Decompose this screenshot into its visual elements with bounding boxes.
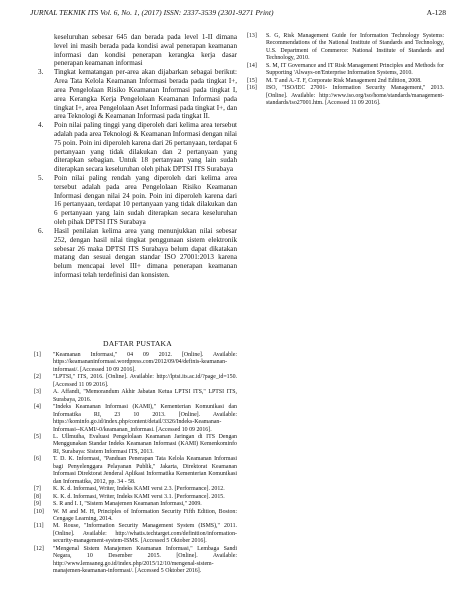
reference-item — [34, 389, 237, 404]
reference-number: [5] — [34, 433, 41, 440]
reference-text: S. R and I. I, "Sistem Manajemen Keamanan Informasi," 2009. — [53, 501, 202, 508]
reference-item — [34, 456, 237, 486]
reference-number: [13] — [247, 33, 257, 39]
list-item-text: Poin nilai paling tinggi yang diperoleh dari kelima area tersebut adalah pada area Teknologi & Keamanan Informasi dengan nilai 75 poin. Poin ini diperoleh karena dari 26 pertanyaan, terdapat 6 pertanyaan yang tidak dilakukan dan 2 pertanyaan yang diterapkan sebagian. Untuk 18 pertanyaan yang lain sudah diterapkan secara keseluruhan oleh pihak DPTSI ITS Surabaya — [54, 121, 237, 174]
page-number: A-128 — [426, 8, 446, 17]
page-header — [30, 8, 446, 17]
left-column — [38, 33, 237, 280]
reference-text: "Mengenal Sistem Manajemen Keamanan Informasi," Lembaga Sandi Negara, 10 Desember 2015. [Online]. Available: http://www.lemsaneg.go.id/index.php/2015/12/10/mengenal-sistem-manajemen-keamanan-informasi/. [Accessed 5 Oktober 2016]. — [53, 545, 237, 575]
reference-item — [247, 85, 444, 107]
reference-text: ISO, "ISO/IEC 27001- Information Security Management," 2013. [Online]. Available: http://www.iso.org/iso/home/standards/management-standards/iso27001.htm. [Accessed 11 09 2016]. — [266, 85, 444, 107]
reference-number: [1] — [34, 352, 41, 358]
list-item — [38, 68, 237, 121]
reference-number: [9] — [34, 501, 41, 508]
reference-text: S. G, Risk Management Guide for Information Technology Systems: Recommendations of the National Institute of Standards and Technology, U.S. Department of Commerce: National Institute of Standards and Technology, 2010. — [266, 33, 444, 62]
reference-item — [34, 509, 237, 524]
journal-title: JURNAL TEKNIK ITS Vol. 6, No. 1, (2017) ISSN: 2337-3539 (2301-9271 Print) — [30, 8, 274, 17]
list-item — [38, 227, 237, 280]
reference-item — [34, 434, 237, 456]
reference-list-right — [247, 33, 444, 108]
list-item-text: Hasil penilaian kelima area yang menunjukkan nilai sebesar 252, dengan hasil nilai tingkat penggunaan sistem elektronik sebesar 26 maka DPTSI ITS Surabaya belum dapat dikatakan matang dan sesuai dengan standar ISO 27001:2013 karena belum mencapai level III+ dimana penerapan keamanan informasi telah terdefinisi dan konsisten. — [54, 226, 237, 279]
reference-number: [3] — [34, 389, 41, 396]
reference-item — [34, 546, 237, 576]
reference-item — [34, 486, 237, 493]
reference-text: K. K. d. Informasi, Writer, Indeks KAMI versi 3.1. [Performance]. 2015. — [53, 493, 225, 500]
list-item-number: 6. — [38, 226, 44, 235]
reference-number: [15] — [247, 77, 257, 84]
reference-number: [6] — [34, 456, 41, 463]
list-item-text: Tingkat kematangan per-area akan dijabarkan sebagai berikut: Area Tata Kelola Keamanan Informasi berada pada tingkat I+, area Pengelolaan Risiko Keamanan Informasi pada tingkat I, area Kerangka Kerja Pengelolaan Keamanan Informasi pada tingkat I+, area Pengelolaan Aset Informasi pada tingkat I+, dan area Teknologi & Keamanan Informasi pada tingkat II. — [54, 68, 237, 121]
bibliography-heading: DAFTAR PUSTAKA — [103, 339, 172, 348]
reference-number: [8] — [34, 493, 41, 500]
list-item-number: 5. — [38, 174, 44, 182]
reference-list-left — [34, 352, 237, 576]
reference-text: S. M, IT Governance and IT Risk Management Principles and Methods for Supporting 'Always-on'Enterprise Information Systems, 2010. — [266, 62, 444, 77]
reference-number: [4] — [34, 404, 41, 411]
reference-text: W. M and M. H, Principles of Information Security Fifth Edition, Boston: Cengage Learning, 2014. — [53, 508, 237, 522]
list-item-number: 4. — [38, 121, 44, 130]
reference-text: "Indeks Keamanan Informasi (KAMI)," Kementerian Komunikasi dan Informatika RI, 23 10 2013. [Online]. Available: https://kominfo.go.id/index.php/content/detail/3326/Indeks-Keamanan-Informasi--KAMI/-0/keamanan_informasi. [Accessed 10 09 2016]. — [53, 404, 237, 433]
list-item-text: Poin nilai paling rendah yang diperoleh dari kelima area tersebut adalah pada area Pengelolaan Risiko Keamanan Informasi dengan nilai 24 poin. Poin ini diperoleh karena dari 16 pertanyaan, terdapat 10 pertanyaan yang tidak dilakukan dan 6 pertanyaan yang lain sudah diterapkan secara keseluruhan oleh pihak DPTSI ITS Surabaya — [54, 174, 237, 227]
reference-text: "Keamanan Informasi," 04 09 2012. [Online]. Available: https://keamananinformasi.wordpress.com/2012/09/04/definis-keamanan-informasi/. [Accessed 10 09 2016]. — [53, 352, 237, 373]
reference-item — [34, 352, 237, 374]
list-item-number: 3. — [38, 68, 44, 77]
item-continuation: keseluruhan sebesar 645 dan berada pada level 1-II dimana level ini masih berada pada kondisi awal penerapan keamanan informasi dan kondisi penerapan kerangka kerja dasar penerapan keamanan informasi — [54, 33, 237, 68]
reference-item — [247, 33, 444, 63]
reference-number: [10] — [34, 508, 44, 515]
list-item — [38, 121, 237, 174]
list-item — [38, 174, 237, 227]
reference-text: M. Rouse, "Information Security Management System (ISMS)," 2011. [Online]. Available: http://whatis.techtarget.com/definition/information-security-management-system-ISMS. [Accessed 5 Oktober 2016]. — [53, 523, 237, 545]
reference-number: [14] — [247, 62, 257, 69]
reference-item — [34, 523, 237, 545]
reference-item — [247, 63, 444, 78]
reference-text: K. K. d. Informasi, Writer, Indeks KAMI versi 2.3. [Performance]. 2012. — [53, 486, 225, 493]
reference-text: A. Affandi, "Memorandum Akhir Jabatan Ketua LPTSI ITS," LPTSI ITS, Surabaya, 2016. — [53, 389, 237, 403]
reference-item — [34, 501, 237, 508]
reference-number: [16] — [247, 85, 257, 92]
reference-text: L. Ullmuiha, Evaluasi Pengelolaan Keamanan Jaringan di ITS Dengan Menggunakan Standar Indeks Keamanan Informasi (KAMI) Kemenkominfo RI, Surabaya: Sistem Informasi ITS, 2013. — [53, 433, 237, 455]
reference-text: T. D. K. Informasi, "Panduan Penerapan Tata Kelola Keamanan Informasi bagi Penyelenggara Pelayanan Publik," Jakarta, Direktorat Keamanan Informasi Direktorat Jenderal Aplikasi Informatika Kementerian Komunikasi dan Informatika, 2012, pp. 34 - 58. — [53, 456, 237, 485]
reference-text: M. T and A.-T. F, Corporate Risk Management 2nd Edition, 2008. — [266, 77, 422, 84]
reference-number: [2] — [34, 374, 41, 381]
reference-item — [34, 494, 237, 501]
reference-item — [34, 404, 237, 434]
reference-item — [34, 374, 237, 389]
reference-number: [7] — [34, 486, 41, 493]
reference-number: [11] — [34, 523, 44, 530]
reference-text: "LPTSI," ITS, 2016. [Online]. Available: http://lptsi.its.ac.id/?page_id=150. [Accessed 11 09 2016]. — [53, 374, 237, 388]
reference-number: [12] — [34, 545, 44, 552]
